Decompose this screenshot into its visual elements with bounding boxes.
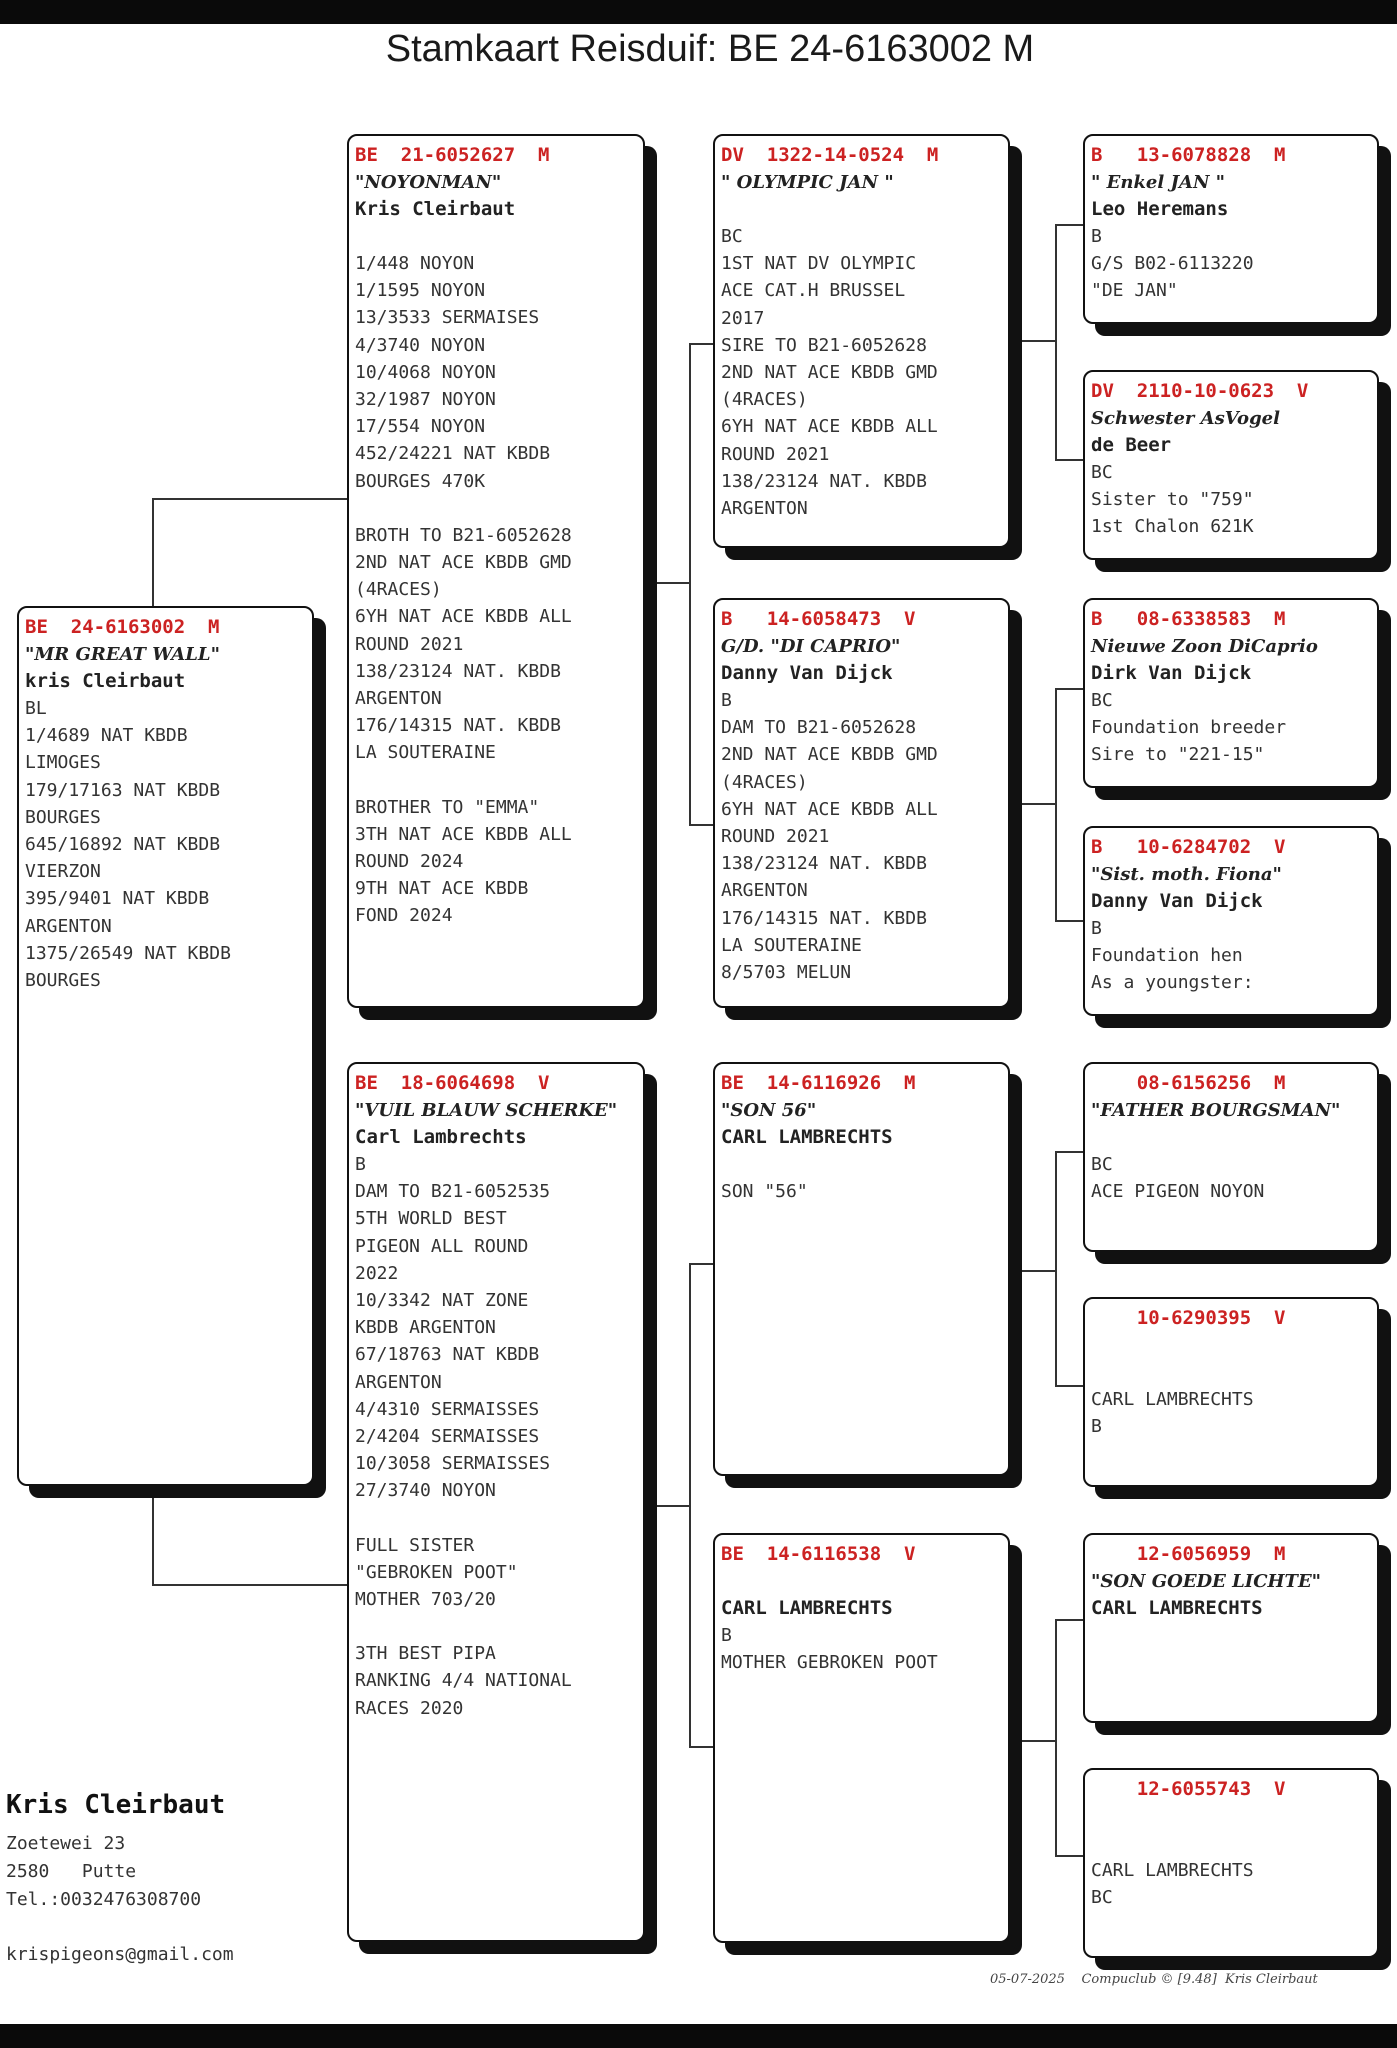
note-line: CARL LAMBRECHTS <box>1091 1389 1254 1410</box>
note-line: BROTH TO B21-6052628 <box>355 524 572 546</box>
note-line: 67/18763 NAT KBDB <box>355 1344 540 1366</box>
breeder-name: CARL LAMBRECHTS <box>1091 1597 1263 1619</box>
connector <box>689 824 713 826</box>
note-line: ROUND 2021 <box>721 443 830 465</box>
ring-number: BE 21-6052627 M <box>355 144 550 166</box>
note-line <box>355 495 637 522</box>
ring-number: BE 24-6163002 M <box>25 616 220 638</box>
breeder-name: Kris Cleirbaut <box>355 198 516 220</box>
note-line: (4RACES) <box>721 389 808 411</box>
pigeon-name: " Enkel JAN " <box>1091 172 1226 193</box>
breeder-name: Danny Van Dijck <box>1091 890 1263 912</box>
owner-phone: Tel.:0032476308700 <box>6 1889 202 1910</box>
note-line <box>721 1151 1002 1178</box>
connector <box>1055 459 1083 461</box>
note-line: As a youngster: <box>1091 972 1254 994</box>
card-notes <box>25 695 306 994</box>
note-line: 138/23124 NAT. KBDB <box>721 470 927 492</box>
note-line: 6YH NAT ACE KBDB ALL <box>721 416 938 438</box>
note-line: Sire to "221-15" <box>1091 744 1265 766</box>
pedigree-card-dam <box>347 1062 645 1942</box>
note-line: BC <box>1091 462 1113 483</box>
note-line: G/S B02-6113220 <box>1091 253 1254 275</box>
note-line: Foundation breeder <box>1091 717 1287 739</box>
note-line: MOTHER 703/20 <box>355 1589 496 1611</box>
note-line: VIERZON <box>25 861 101 883</box>
note-line: ARGENTON <box>355 1371 442 1393</box>
connector <box>1055 1151 1083 1153</box>
connector <box>1055 1855 1083 1857</box>
breeder-name: Danny Van Dijck <box>721 662 893 684</box>
note-line: 179/17163 NAT KBDB <box>25 779 221 801</box>
note-line: ARGENTON <box>721 880 808 902</box>
ring-number: B 10-6284702 V <box>1091 836 1286 858</box>
breeder-name <box>1091 1830 1371 1857</box>
card-notes <box>1091 915 1371 997</box>
note-line: (4RACES) <box>355 579 442 601</box>
owner-city: 2580 Putte <box>6 1861 137 1882</box>
pedigree-card-sire-dam <box>713 598 1010 1008</box>
note-line: B <box>1091 226 1102 247</box>
connector <box>1055 1619 1057 1856</box>
note-line: 2022 <box>355 1262 399 1284</box>
pigeon-name: "MR GREAT WALL" <box>25 644 220 665</box>
note-line: B <box>1091 918 1102 939</box>
pigeon-name: Schwester AsVogel <box>1091 408 1280 429</box>
breeder-name <box>1091 1359 1371 1386</box>
note-line: BC <box>721 226 743 247</box>
note-line: 13/3533 SERMAISES <box>355 307 540 329</box>
pigeon-name: "NOYONMAN" <box>355 172 502 193</box>
note-line: RANKING 4/4 NATIONAL <box>355 1670 572 1692</box>
note-line: LIMOGES <box>25 752 101 774</box>
note-line: DAM TO B21-6052535 <box>355 1181 551 1203</box>
connector <box>689 343 713 345</box>
note-line: 4/4310 SERMAISSES <box>355 1398 540 1420</box>
note-line: 4/3740 NOYON <box>355 334 486 356</box>
pedigree-card-sire-sire <box>713 134 1010 548</box>
card-notes <box>721 223 1002 522</box>
connector <box>689 1746 713 1748</box>
note-line: 2ND NAT ACE KBDB GMD <box>721 362 938 384</box>
note-line: MOTHER GEBROKEN POOT <box>721 1652 938 1674</box>
card-notes <box>721 1622 1002 1676</box>
note-line: LA SOUTERAINE <box>721 934 862 956</box>
note-line: ROUND 2024 <box>355 851 464 873</box>
note-line: SIRE TO B21-6052628 <box>721 334 927 356</box>
pigeon-name: G/D. "DI CAPRIO" <box>721 636 901 657</box>
note-line: 8/5703 MELUN <box>721 962 852 984</box>
note-line: 138/23124 NAT. KBDB <box>355 660 561 682</box>
connector <box>657 582 690 584</box>
ring-number: DV 1322-14-0524 M <box>721 144 939 166</box>
top-bar <box>0 0 1397 24</box>
note-line: ARGENTON <box>25 915 112 937</box>
pigeon-name: "Sist. moth. Fiona" <box>1091 864 1282 885</box>
owner-email[interactable]: krispigeons@gmail.com <box>6 1944 234 1965</box>
card-notes <box>355 223 637 930</box>
note-line: 2/4204 SERMAISSES <box>355 1426 540 1448</box>
pedigree-card-sss <box>1083 134 1379 324</box>
card-notes <box>1091 459 1371 541</box>
breeder-name: CARL LAMBRECHTS <box>721 1597 893 1619</box>
note-line <box>355 767 637 794</box>
note-line: B <box>355 1154 366 1175</box>
note-line: CARL LAMBRECHTS <box>1091 1860 1254 1881</box>
note-line: 6YH NAT ACE KBDB ALL <box>721 798 938 820</box>
note-line: 17/554 NOYON <box>355 416 486 438</box>
connector <box>1022 1270 1056 1272</box>
connector <box>152 1495 154 1585</box>
pigeon-name: Nieuwe Zoon DiCaprio <box>1091 636 1318 657</box>
ring-number: B 13-6078828 M <box>1091 144 1286 166</box>
note-line: 2ND NAT ACE KBDB GMD <box>355 552 572 574</box>
card-notes <box>1091 223 1371 305</box>
note-line: 1st Chalon 621K <box>1091 516 1254 538</box>
pedigree-card-subject <box>17 606 314 1486</box>
connector <box>1055 1619 1083 1621</box>
note-line: SON "56" <box>721 1181 808 1202</box>
note-line: B <box>1091 1416 1102 1438</box>
connector <box>689 343 691 825</box>
note-line: BC <box>1091 1154 1113 1175</box>
note-line: "GEBROKEN POOT" <box>355 1561 518 1583</box>
note-line <box>355 223 637 250</box>
note-line: 27/3740 NOYON <box>355 1480 496 1502</box>
pedigree-card-dds <box>1083 1533 1379 1723</box>
pedigree-card-dsd <box>1083 1297 1379 1487</box>
note-line <box>355 1613 637 1640</box>
note-line: 138/23124 NAT. KBDB <box>721 853 927 875</box>
note-line: FOND 2024 <box>355 905 453 927</box>
note-line: FULL SISTER <box>355 1534 475 1556</box>
note-line: DAM TO B21-6052628 <box>721 717 917 739</box>
note-line: 452/24221 NAT KBDB <box>355 443 551 465</box>
note-line: ACE PIGEON NOYON <box>1091 1181 1265 1203</box>
note-line: BROTHER TO "EMMA" <box>355 796 540 818</box>
note-line: ROUND 2021 <box>355 633 464 655</box>
note-line: 9TH NAT ACE KBDB <box>355 878 529 900</box>
pigeon-name <box>1091 1803 1371 1830</box>
card-notes <box>721 687 1002 986</box>
note-line: ARGENTON <box>721 498 808 520</box>
connector <box>152 498 347 500</box>
note-line: (4RACES) <box>721 771 808 793</box>
pedigree-card-sds <box>1083 598 1379 788</box>
connector <box>1055 920 1083 922</box>
note-line: 176/14315 NAT. KBDB <box>355 715 561 737</box>
pigeon-name: "SON 56" <box>721 1100 817 1121</box>
note-line: BC <box>1091 690 1113 711</box>
connector <box>689 1263 713 1265</box>
note-line: 1ST NAT DV OLYMPIC <box>721 253 917 275</box>
breeder-name: Dirk Van Dijck <box>1091 662 1252 684</box>
footer-credit: 05-07-2025 Compuclub © [9.48] Kris Cleirbaut <box>990 1972 1318 1987</box>
connector <box>657 1505 690 1507</box>
note-line: 645/16892 NAT KBDB <box>25 834 221 856</box>
connector <box>1022 803 1056 805</box>
connector <box>1022 1740 1056 1742</box>
breeder-name: de Beer <box>1091 434 1172 456</box>
note-line: 2ND NAT ACE KBDB GMD <box>721 744 938 766</box>
ring-number: DV 2110-10-0623 V <box>1091 380 1309 402</box>
pigeon-name <box>721 1568 1002 1595</box>
note-line: 5TH WORLD BEST <box>355 1208 507 1230</box>
pedigree-card-dss <box>1083 1062 1379 1252</box>
owner-contact <box>6 1790 234 1969</box>
ring-number: B 08-6338583 M <box>1091 608 1286 630</box>
card-notes <box>355 1151 637 1722</box>
connector <box>1055 688 1057 921</box>
note-line: 2017 <box>721 307 765 329</box>
ring-number: 12-6056959 M <box>1091 1543 1286 1565</box>
ring-number: BE 18-6064698 V <box>355 1072 550 1094</box>
note-line: BC <box>1091 1887 1113 1909</box>
note-line: BL <box>25 698 47 719</box>
pigeon-name: "VUIL BLAUW SCHERKE" <box>355 1100 618 1121</box>
pedigree-card-dam-sire <box>713 1062 1010 1476</box>
note-line: B <box>721 1625 732 1646</box>
note-line: Foundation hen <box>1091 945 1243 967</box>
connector <box>1055 1151 1057 1386</box>
card-notes <box>1091 1386 1371 1440</box>
note-line: 1/448 NOYON <box>355 253 475 274</box>
note-line: 1375/26549 NAT KBDB <box>25 942 231 964</box>
pigeon-name: "FATHER BOURGSMAN" <box>1091 1100 1341 1121</box>
note-line: 395/9401 NAT KBDB <box>25 888 210 910</box>
pigeon-name <box>1091 1332 1371 1359</box>
note-line: KBDB ARGENTON <box>355 1317 496 1339</box>
note-line: LA SOUTERAINE <box>355 742 496 764</box>
ring-number: B 14-6058473 V <box>721 608 916 630</box>
note-line: "DE JAN" <box>1091 280 1178 302</box>
card-notes <box>721 1151 1002 1205</box>
connector <box>1055 1385 1083 1387</box>
owner-name: Kris Cleirbaut <box>6 1790 226 1820</box>
card-notes <box>1091 1151 1371 1205</box>
connector <box>1055 224 1083 226</box>
breeder-name: kris Cleirbaut <box>25 670 186 692</box>
note-line: 3TH NAT ACE KBDB ALL <box>355 823 572 845</box>
note-line: ROUND 2021 <box>721 826 830 848</box>
note-line: B <box>721 690 732 711</box>
note-line: Sister to "759" <box>1091 489 1254 511</box>
connector <box>689 1263 691 1747</box>
page-title: Stamkaart Reisduif: BE 24-6163002 M <box>385 28 1035 70</box>
note-line: RACES 2020 <box>355 1697 464 1719</box>
ring-number: BE 14-6116538 V <box>721 1543 916 1565</box>
note-line: 10/3342 NAT ZONE <box>355 1290 529 1312</box>
note-line: 10/3058 SERMAISSES <box>355 1453 551 1475</box>
breeder-name <box>721 196 1002 223</box>
connector <box>1055 688 1083 690</box>
note-line: 32/1987 NOYON <box>355 389 496 411</box>
breeder-name: Carl Lambrechts <box>355 1126 527 1148</box>
note-line: 10/4068 NOYON <box>355 361 496 383</box>
connector <box>1055 224 1057 460</box>
note-line: BOURGES 470K <box>355 470 486 492</box>
note-line: 1/1595 NOYON <box>355 280 486 302</box>
connector <box>152 1584 347 1586</box>
note-line: BOURGES <box>25 970 101 992</box>
note-line: ARGENTON <box>355 688 442 710</box>
ring-number: 10-6290395 V <box>1091 1307 1286 1329</box>
pedigree-card-sdd <box>1083 826 1379 1016</box>
note-line: PIGEON ALL ROUND <box>355 1235 529 1257</box>
pedigree-card-dam-dam <box>713 1533 1010 1943</box>
pedigree-card-ssd <box>1083 370 1379 560</box>
bottom-bar <box>0 2024 1397 2048</box>
connector <box>1022 340 1056 342</box>
pedigree-card-ddd <box>1083 1768 1379 1958</box>
note-line <box>355 1505 637 1532</box>
note-line: 3TH BEST PIPA <box>355 1643 496 1665</box>
card-notes <box>1091 1857 1371 1911</box>
ring-number: 08-6156256 M <box>1091 1072 1286 1094</box>
pigeon-name: "SON GOEDE LICHTE" <box>1091 1571 1322 1592</box>
owner-address: Zoetewei 23 <box>6 1833 126 1854</box>
breeder-name: Leo Heremans <box>1091 198 1229 220</box>
note-line: BOURGES <box>25 806 101 828</box>
breeder-name <box>1091 1124 1371 1151</box>
ring-number: 12-6055743 V <box>1091 1778 1286 1800</box>
connector <box>152 498 154 606</box>
note-line: 176/14315 NAT. KBDB <box>721 907 927 929</box>
note-line: 6YH NAT ACE KBDB ALL <box>355 606 572 628</box>
card-notes <box>1091 687 1371 769</box>
pigeon-name: " OLYMPIC JAN " <box>721 172 894 193</box>
note-line: ACE CAT.H BRUSSEL <box>721 280 906 302</box>
note-line: 1/4689 NAT KBDB <box>25 725 188 747</box>
pedigree-card-sire <box>347 134 645 1008</box>
ring-number: BE 14-6116926 M <box>721 1072 916 1094</box>
breeder-name: CARL LAMBRECHTS <box>721 1126 893 1148</box>
